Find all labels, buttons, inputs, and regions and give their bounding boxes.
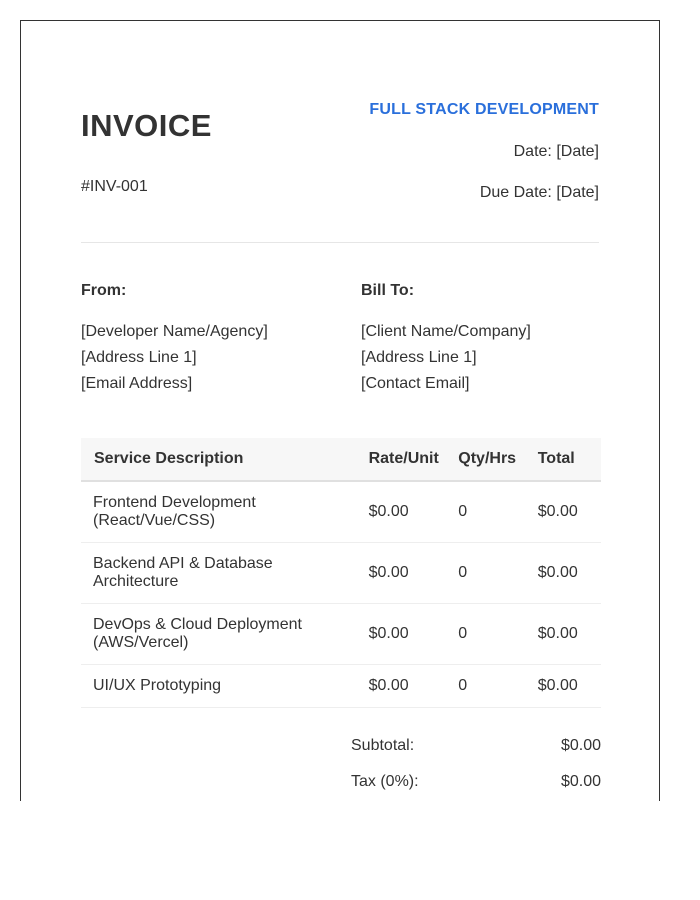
table-row: [81, 481, 601, 543]
tax-row: [351, 773, 601, 793]
from-section: [81, 278, 268, 397]
row-total: $0.00: [538, 604, 601, 665]
row-description-cell: [81, 543, 369, 604]
row-total: $0.00: [538, 481, 601, 543]
header-divider: [81, 242, 599, 243]
invoice-title: INVOICE: [81, 108, 212, 143]
subtotal-row: [351, 737, 601, 757]
column-header-total: Total: [538, 438, 601, 481]
subtotal-label: Subtotal:: [351, 737, 415, 754]
from-heading: From:: [81, 282, 127, 299]
row-rate: $0.00: [369, 543, 459, 604]
subtotal-value: $0.00: [560, 737, 601, 754]
row-description-cell: [81, 604, 369, 665]
row-total: $0.00: [538, 543, 601, 604]
row-description-cell: [81, 481, 369, 543]
row-rate: $0.00: [369, 481, 459, 543]
row-description: UI/UX Prototyping: [93, 677, 222, 694]
row-description: DevOps & Cloud Deployment (AWS/Vercel): [93, 616, 302, 651]
table-header-row: [81, 438, 601, 481]
column-header-qty: Qty/Hrs: [458, 438, 537, 481]
brand-name: FULL STACK DEVELOPMENT: [369, 101, 599, 118]
row-description-cell: [81, 665, 369, 708]
row-description: Frontend Development (React/Vue/CSS): [93, 494, 256, 529]
row-qty: 0: [458, 481, 537, 543]
row-total: $0.00: [538, 665, 601, 708]
column-header-rate: Rate/Unit: [369, 438, 459, 481]
invoice-number: #INV-001: [81, 178, 148, 195]
from-line: [Developer Name/Agency]: [81, 323, 268, 340]
services-table: [81, 438, 601, 708]
row-qty: 0: [458, 543, 537, 604]
bill-to-heading: Bill To:: [361, 282, 415, 299]
row-rate: $0.00: [369, 604, 459, 665]
from-line: [Address Line 1]: [81, 349, 197, 366]
tax-value: $0.00: [560, 773, 601, 790]
table-row: [81, 604, 601, 665]
invoice-due-date: Due Date: [Date]: [479, 184, 599, 201]
column-header-description: Service Description: [81, 438, 369, 481]
row-rate: $0.00: [369, 665, 459, 708]
bill-to-line: [Address Line 1]: [361, 349, 477, 366]
invoice-page: [20, 20, 660, 801]
bill-to-section: [361, 278, 531, 397]
bill-to-line: [Client Name/Company]: [361, 323, 531, 340]
row-qty: 0: [458, 604, 537, 665]
from-line: [Email Address]: [81, 375, 193, 392]
bill-to-line: [Contact Email]: [361, 375, 470, 392]
invoice-date: Date: [Date]: [513, 143, 599, 160]
row-description: Backend API & Database Architecture: [93, 555, 273, 590]
tax-label: Tax (0%):: [351, 773, 419, 790]
table-row: [81, 543, 601, 604]
table-row: [81, 665, 601, 708]
row-qty: 0: [458, 665, 537, 708]
